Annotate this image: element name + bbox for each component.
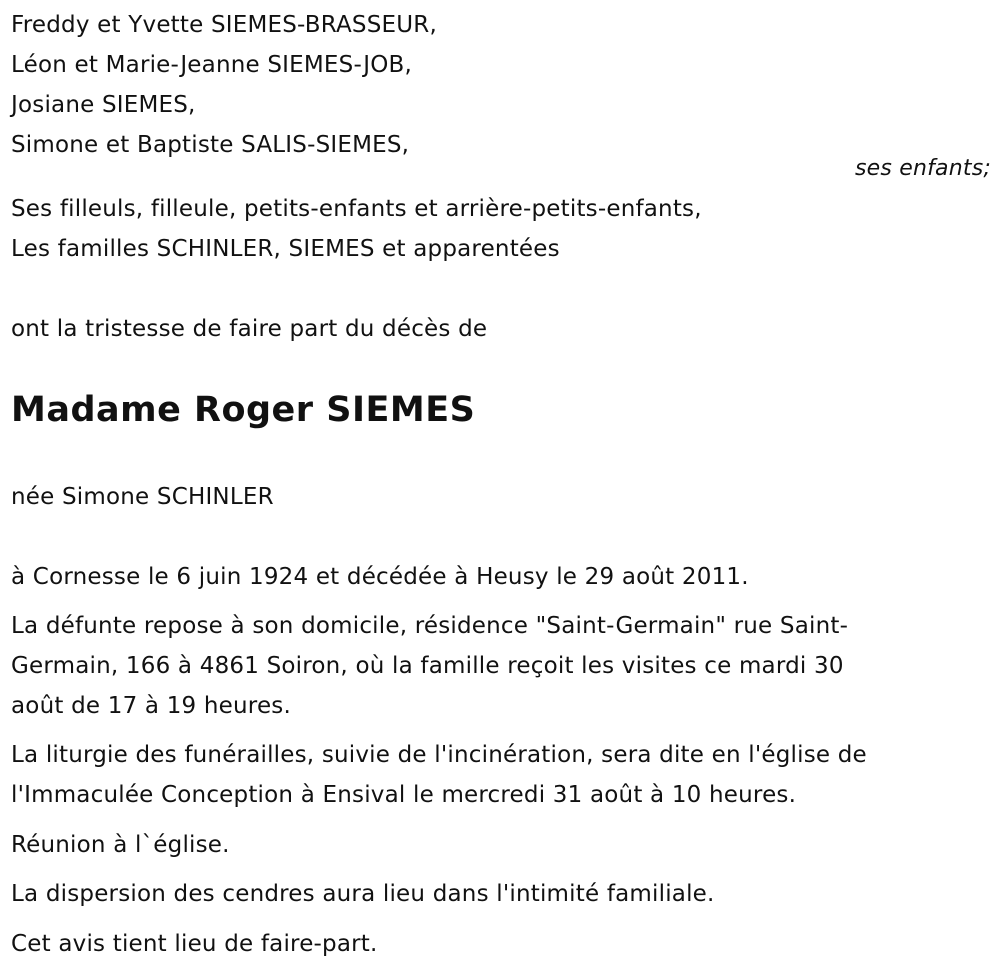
child-line-2: Léon et Marie-Jeanne SIEMES-JOB, [11, 52, 413, 78]
closing-text: Cet avis tient lieu de faire-part. [11, 931, 378, 957]
relatives-line-2: Les familles SCHINLER, SIEMES et apparentées [11, 236, 560, 262]
child-line-3: Josiane SIEMES, [11, 92, 196, 118]
announcement-text: ont la tristesse de faire part du décès de [11, 316, 488, 342]
children-role-label: ses enfants; [854, 156, 991, 181]
relatives-line-1: Ses filleuls, filleule, petits-enfants et arrière-petits-enfants, [11, 196, 702, 222]
maiden-name: née Simone SCHINLER [11, 484, 274, 510]
birth-death-text: à Cornesse le 6 juin 1924 et décédée à Heusy le 29 août 2011. [11, 564, 749, 590]
funeral-line-2: l'Immaculée Conception à Ensival le mercredi 31 août à 10 heures. [11, 782, 797, 808]
child-line-1: Freddy et Yvette SIEMES-BRASSEUR, [11, 12, 437, 38]
ashes-text: La dispersion des cendres aura lieu dans l'intimité familiale. [11, 881, 715, 907]
funeral-line-1: La liturgie des funérailles, suivie de l'incinération, sera dite en l'église de [11, 742, 867, 768]
visitation-line-3: août de 17 à 19 heures. [11, 693, 291, 719]
gathering-text: Réunion à l`église. [11, 832, 230, 858]
child-line-4: Simone et Baptiste SALIS-SIEMES, [11, 132, 410, 158]
visitation-line-2: Germain, 166 à 4861 Soiron, où la famille reçoit les visites ce mardi 30 [11, 653, 844, 679]
visitation-line-1: La défunte repose à son domicile, résidence "Saint-Germain" rue Saint- [11, 613, 849, 639]
deceased-name-heading: Madame Roger SIEMES [11, 390, 476, 430]
